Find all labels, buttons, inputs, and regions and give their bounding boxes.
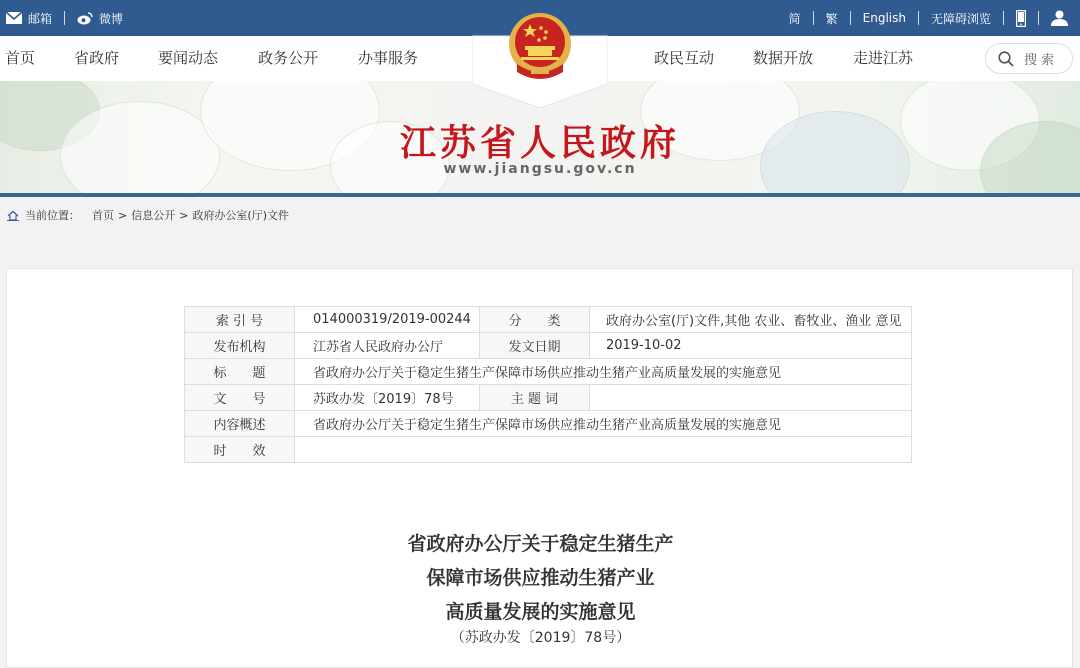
title-label: 标 题: [185, 359, 295, 385]
weibo-icon: [77, 12, 93, 25]
divider: [918, 11, 919, 25]
mail-label: 邮箱: [28, 11, 53, 26]
nav-interaction[interactable]: 政民互动: [654, 49, 715, 67]
breadcrumb-separator: >: [179, 208, 189, 222]
divider: [850, 11, 851, 25]
nav-services[interactable]: 办事服务: [358, 49, 419, 67]
category-label: 分 类: [479, 307, 589, 333]
category-value: 政府办公室(厅)文件,其他 农业、畜牧业、渔业 意见: [589, 307, 911, 333]
divider: [1038, 11, 1039, 25]
document-panel: [6, 268, 1073, 668]
index-no-label: 索 引 号: [185, 307, 295, 333]
summary-label: 内容概述: [185, 411, 295, 437]
table-row: [185, 385, 912, 411]
table-row: [185, 333, 912, 359]
document-number: （苏政办发〔2019〕78号）: [450, 630, 631, 646]
mobile-icon[interactable]: [1016, 10, 1026, 27]
weibo-link[interactable]: [77, 10, 123, 27]
national-emblem-tab[interactable]: [472, 0, 608, 108]
table-row: [185, 359, 912, 385]
user-icon[interactable]: [1051, 10, 1068, 26]
table-row: [185, 307, 912, 333]
document-title-line: 省政府办公厅关于稳定生猪生产: [407, 533, 674, 555]
nav-open-data[interactable]: 数据开放: [753, 49, 814, 67]
publisher-label: 发布机构: [185, 333, 295, 359]
doc-no-value: 苏政办发〔2019〕78号: [295, 385, 480, 411]
validity-label: 时 效: [185, 437, 295, 463]
nav-government-affairs[interactable]: 政务公开: [258, 49, 319, 67]
nav-about-jiangsu[interactable]: 走进江苏: [853, 49, 914, 67]
document-title: [7, 527, 1074, 629]
home-icon: [7, 210, 19, 221]
table-row: [185, 437, 912, 463]
traditional-chinese-link[interactable]: 繁: [825, 11, 838, 26]
divider: [64, 11, 65, 25]
nav-province-government[interactable]: 省政府: [74, 49, 120, 67]
simplified-chinese-link[interactable]: 简: [788, 11, 801, 26]
subject-label: 主 题 词: [479, 385, 589, 411]
index-no-value: 014000319/2019-00244: [295, 307, 480, 333]
accessibility-link[interactable]: 无障碍浏览: [930, 11, 991, 26]
title-value: 省政府办公厅关于稳定生猪生产保障市场供应推动生猪产业高质量发展的实施意见: [295, 359, 912, 385]
summary-value: 省政府办公厅关于稳定生猪生产保障市场供应推动生猪产业高质量发展的实施意见: [295, 411, 912, 437]
breadcrumb-separator: >: [118, 208, 128, 222]
table-row: [185, 411, 912, 437]
english-link[interactable]: English: [862, 11, 906, 25]
breadcrumb-office-documents[interactable]: 政府办公室(厅)文件: [192, 209, 290, 222]
validity-value: [295, 437, 912, 463]
search-icon: [998, 51, 1014, 67]
date-value: 2019-10-02: [589, 333, 911, 359]
breadcrumb: [0, 197, 1080, 233]
divider: [813, 11, 814, 25]
subject-value: [589, 385, 911, 411]
document-title-line: 保障市场供应推动生猪产业: [426, 567, 655, 589]
document-title-line: 高质量发展的实施意见: [445, 601, 636, 623]
divider: [1003, 11, 1004, 25]
mail-icon: [6, 12, 22, 24]
site-title: 江苏省人民政府: [399, 123, 680, 164]
breadcrumb-label: 当前位置：: [25, 209, 80, 222]
publisher-value: 江苏省人民政府办公厅: [295, 333, 480, 359]
search-button[interactable]: [985, 43, 1073, 74]
weibo-label: 微博: [99, 11, 124, 26]
nav-home[interactable]: 首页: [5, 49, 36, 67]
breadcrumb-info-disclosure[interactable]: 信息公开: [131, 209, 176, 222]
document-metadata-table: [184, 306, 912, 463]
breadcrumb-home[interactable]: 首页: [92, 209, 114, 222]
nav-news[interactable]: 要闻动态: [158, 49, 219, 67]
date-label: 发文日期: [479, 333, 589, 359]
national-emblem-icon: [505, 10, 575, 82]
doc-no-label: 文 号: [185, 385, 295, 411]
site-url: www.jiangsu.gov.cn: [443, 161, 637, 177]
mail-link[interactable]: [6, 10, 52, 27]
search-label: 搜 索: [1024, 53, 1055, 68]
